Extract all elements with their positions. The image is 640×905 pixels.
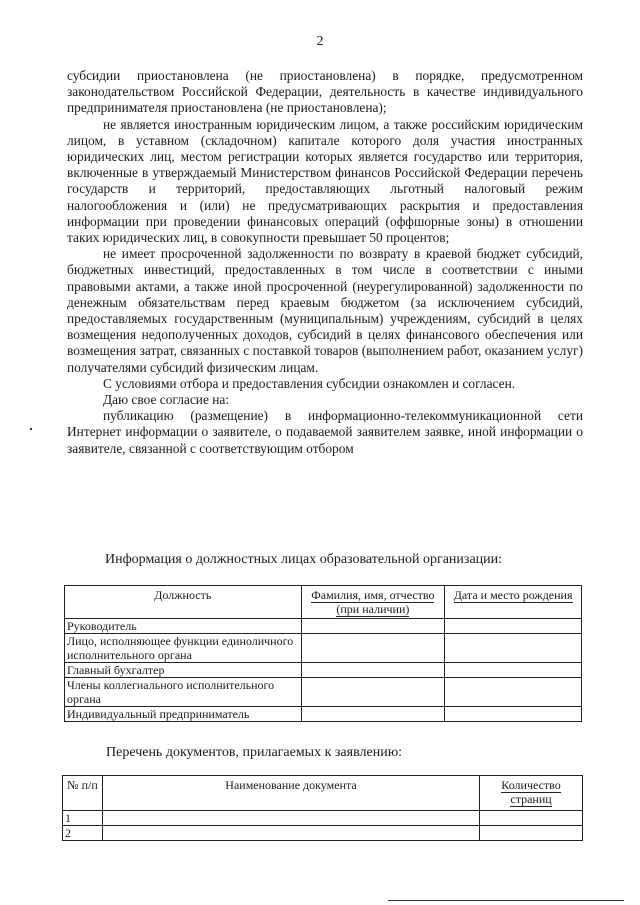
paragraph-1: субсидии приостановлена (не приостановлена) в порядке, предусмотренном законодательством Российской Федерации, деятельность в качестве индивидуального предпринимателя приостановлена (не приостановлена); <box>67 68 583 116</box>
body-text <box>67 68 583 457</box>
table-row <box>65 634 582 663</box>
header-page-count: Количество страниц <box>480 776 583 811</box>
signature-line <box>388 900 624 901</box>
officials-header-row <box>65 586 582 619</box>
page-number: 2 <box>316 34 324 49</box>
position-cell: Индивидуальный предприниматель <box>65 707 302 722</box>
paragraph-3: не имеет просроченной задолженности по возврату в краевой бюджет субсидий, бюджетных инвестиций, предоставленных в том числе в соответствии с иными правовыми актами, а также иной просроченной (неурегулированной) задолженности по денежным обязательствам перед краевым бюджетом (за исключением субсидий, предоставляемых государственным (муниципальным) учреждениям, субсидий в целях возмещения недополученных доходов, субсидий в целях финансового обеспечения или возмещения затрат, связанных с поставкой товаров (выполнением работ, оказанием услуг) получателями субсидий физическим лицам. <box>67 246 583 375</box>
scan-dot <box>30 428 32 430</box>
table-row <box>63 811 583 826</box>
paragraph-consent-intro: Даю свое согласие на: <box>103 392 230 408</box>
position-cell: Члены коллегиального исполнительного органа <box>65 678 302 707</box>
paragraph-2: не является иностранным юридическим лицом, а также российским юридическим лицом, в уставном (складочном) капитале которого доля участия иностранных юридических лиц, местом регистрации которых является государство или территория, включенные в утверждаемый Министерством финансов Российской Федерации перечень государств и территорий, предоставляющих льготный налоговый режим налогообложения и (или) не предусматривающих раскрытия и предоставления информации при проведении финансовых операций (оффшорные зоны) в отношении таких юридических лиц, в совокупности превышает 50 процентов; <box>67 116 583 246</box>
table-row <box>65 707 582 722</box>
documents-header-row <box>63 776 583 811</box>
row-number: 1 <box>63 811 103 826</box>
documents-table-title: Перечень документов, прилагаемых к заявлению: <box>106 745 403 760</box>
position-cell: Лицо, исполняющее функции единоличного исполнительного органа <box>65 634 302 663</box>
paragraph-consent-terms: С условиями отбора и предоставления субсидии ознакомлен и согласен. <box>103 375 516 391</box>
officials-table-title: Информация о должностных лицах образовательной организации: <box>105 552 503 567</box>
table-row <box>65 678 582 707</box>
header-document-name: Наименование документа <box>102 776 479 811</box>
header-full-name: Фамилия, имя, отчество (при наличии) <box>301 586 445 619</box>
header-birth: Дата и место рождения <box>445 586 582 619</box>
table-row <box>65 619 582 634</box>
position-cell: Главный бухгалтер <box>65 663 302 678</box>
header-number: № п/п <box>63 776 103 811</box>
table-row <box>63 826 583 841</box>
table-row <box>65 663 582 678</box>
paragraph-publication: публикацию (размещение) в информационно-телекоммуникационной сети Интернет информации о заявителе, о подаваемой заявителем заявке, иной информации о заявителе, связанной с соответствующим отбором <box>67 408 583 456</box>
header-position: Должность <box>65 586 302 619</box>
documents-table <box>62 775 583 841</box>
officials-table <box>64 585 582 722</box>
row-number: 2 <box>63 826 103 841</box>
position-cell: Руководитель <box>65 619 302 634</box>
